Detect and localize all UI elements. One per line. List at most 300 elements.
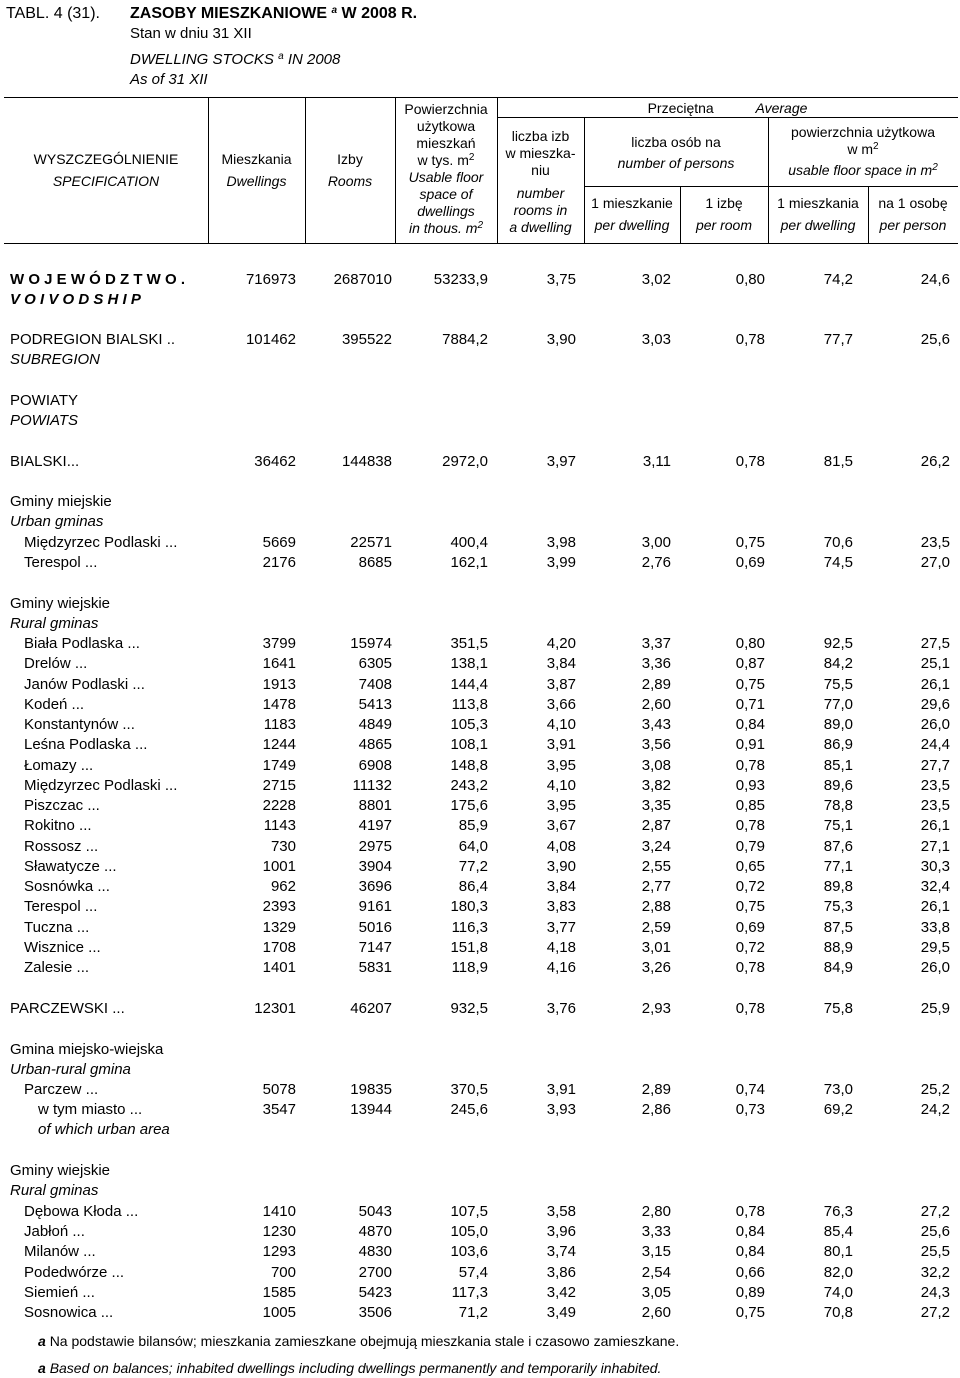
cell-floor-per-person: 23,5 bbox=[920, 797, 950, 814]
cell-floor-per-dwelling: 75,3 bbox=[823, 898, 853, 915]
cell-floor-per-dwelling: 70,6 bbox=[823, 534, 853, 551]
cell-persons-per-dwelling: 3,24 bbox=[641, 838, 671, 855]
cell-usable-area: 175,6 bbox=[450, 797, 488, 814]
cell-floor-per-person: 26,1 bbox=[920, 817, 950, 834]
cell-floor-per-person: 27,5 bbox=[920, 635, 950, 652]
row-label: Rossosz ... bbox=[24, 838, 99, 855]
cell-floor-per-dwelling: 78,8 bbox=[823, 797, 853, 814]
row-label: PODREGION BIALSKI .. bbox=[10, 331, 176, 348]
cell-rooms-per-dwelling: 3,96 bbox=[546, 1223, 576, 1240]
cell-usable-area: 71,2 bbox=[458, 1304, 488, 1321]
row-label: Drelów ... bbox=[24, 655, 88, 672]
cell-persons-per-room: 0,69 bbox=[735, 554, 765, 571]
cell-rooms-per-dwelling: 3,77 bbox=[546, 919, 576, 936]
cell-floor-per-person: 26,1 bbox=[920, 676, 950, 693]
cell-rooms: 4849 bbox=[358, 716, 392, 733]
cell-persons-per-dwelling: 3,33 bbox=[641, 1223, 671, 1240]
cell-floor-per-dwelling: 75,8 bbox=[823, 1000, 853, 1017]
cell-rooms: 46207 bbox=[350, 1000, 392, 1017]
cell-rooms: 11132 bbox=[352, 777, 392, 794]
cell-persons-per-room: 0,80 bbox=[735, 271, 765, 288]
cell-rooms-per-dwelling: 4,18 bbox=[546, 939, 576, 956]
cell-persons-per-dwelling: 3,43 bbox=[641, 716, 671, 733]
cell-dwellings: 962 bbox=[270, 878, 296, 895]
cell-persons-per-room: 0,78 bbox=[735, 817, 765, 834]
cell-persons-per-dwelling: 3,03 bbox=[641, 331, 671, 348]
row-label: Janów Podlaski ... bbox=[24, 676, 145, 693]
cell-rooms: 5413 bbox=[358, 696, 392, 713]
cell-floor-per-person: 23,5 bbox=[920, 534, 950, 551]
row-label: Parczew ... bbox=[24, 1081, 99, 1098]
cell-floor-per-person: 25,6 bbox=[920, 1223, 950, 1240]
cell-dwellings: 1410 bbox=[262, 1203, 296, 1220]
row-label: Milanów ... bbox=[24, 1243, 96, 1260]
cell-persons-per-dwelling: 2,59 bbox=[641, 919, 671, 936]
cell-floor-per-person: 27,2 bbox=[920, 1304, 950, 1321]
cell-usable-area: 85,9 bbox=[458, 817, 488, 834]
cell-usable-area: 180,3 bbox=[450, 898, 488, 915]
row-label: Sławatycze ... bbox=[24, 858, 117, 875]
cell-floor-per-dwelling: 92,5 bbox=[823, 635, 853, 652]
cell-usable-area: 7884,2 bbox=[442, 331, 488, 348]
cell-persons-per-dwelling: 3,05 bbox=[641, 1284, 671, 1301]
cell-floor-per-person: 29,6 bbox=[920, 696, 950, 713]
cell-floor-per-dwelling: 84,2 bbox=[823, 655, 853, 672]
cell-floor-per-dwelling: 75,1 bbox=[823, 817, 853, 834]
cell-usable-area: 117,3 bbox=[451, 1284, 488, 1301]
cell-usable-area: 105,3 bbox=[450, 716, 488, 733]
cell-rooms-per-dwelling: 3,90 bbox=[546, 331, 576, 348]
row-label-en: Rural gminas bbox=[10, 1182, 99, 1199]
cell-persons-per-dwelling: 3,15 bbox=[641, 1243, 671, 1260]
row-label: Kodeń ... bbox=[24, 696, 85, 713]
cell-floor-per-person: 25,6 bbox=[920, 331, 950, 348]
cell-usable-area: 77,2 bbox=[458, 858, 488, 875]
cell-rooms: 144838 bbox=[341, 453, 392, 470]
cell-rooms-per-dwelling: 3,84 bbox=[546, 878, 576, 895]
cell-floor-per-person: 29,5 bbox=[920, 939, 950, 956]
cell-rooms-per-dwelling: 4,10 bbox=[546, 716, 576, 733]
cell-dwellings: 1001 bbox=[262, 858, 296, 875]
cell-persons-per-dwelling: 2,76 bbox=[641, 554, 671, 571]
cell-rooms-per-dwelling: 3,42 bbox=[546, 1284, 576, 1301]
cell-persons-per-room: 0,78 bbox=[735, 453, 765, 470]
cell-usable-area: 57,4 bbox=[458, 1264, 488, 1281]
cell-rooms-per-dwelling: 3,58 bbox=[546, 1203, 576, 1220]
cell-dwellings: 2715 bbox=[262, 777, 296, 794]
cell-dwellings: 3799 bbox=[262, 635, 296, 652]
cell-dwellings: 1244 bbox=[262, 736, 296, 753]
cell-floor-per-dwelling: 77,7 bbox=[823, 331, 853, 348]
cell-rooms: 15974 bbox=[350, 635, 392, 652]
cell-persons-per-dwelling: 2,60 bbox=[641, 1304, 671, 1321]
cell-rooms-per-dwelling: 3,74 bbox=[546, 1243, 576, 1260]
cell-dwellings: 1183 bbox=[263, 716, 296, 733]
cell-usable-area: 107,5 bbox=[450, 1203, 488, 1220]
table-title-pl: ZASOBY MIESZKANIOWE $^a$ W 2008 R. bbox=[130, 5, 418, 22]
cell-floor-per-person: 27,1 bbox=[920, 838, 950, 855]
cell-dwellings: 700 bbox=[270, 1264, 296, 1281]
cell-usable-area: 118,9 bbox=[451, 959, 488, 976]
cell-floor-per-dwelling: 77,1 bbox=[823, 858, 853, 875]
cell-rooms: 2687010 bbox=[333, 271, 392, 288]
cell-persons-per-room: 0,93 bbox=[735, 777, 765, 794]
cell-persons-per-dwelling: 3,36 bbox=[641, 655, 671, 672]
cell-floor-per-person: 26,2 bbox=[920, 453, 950, 470]
cell-persons-per-dwelling: 2,80 bbox=[641, 1203, 671, 1220]
cell-rooms: 2700 bbox=[358, 1264, 392, 1281]
cell-usable-area: 351,5 bbox=[450, 635, 488, 652]
header-floor-space: powierzchnia użytkowa w $m^2$ usable floor space in $m^2$ bbox=[788, 124, 938, 178]
cell-persons-per-room: 0,78 bbox=[735, 757, 765, 774]
cell-dwellings: 716973 bbox=[245, 271, 296, 288]
cell-persons-per-room: 0,72 bbox=[735, 878, 765, 895]
row-label: Leśna Podlaska ... bbox=[24, 736, 148, 753]
cell-floor-per-dwelling: 74,5 bbox=[823, 554, 853, 571]
cell-persons-per-room: 0,89 bbox=[735, 1284, 765, 1301]
cell-usable-area: 105,0 bbox=[450, 1223, 488, 1240]
cell-persons-per-room: 0,71 bbox=[735, 696, 765, 713]
row-label: Terespol ... bbox=[24, 898, 98, 915]
row-label-en: SUBREGION bbox=[10, 351, 101, 368]
row-label: W O J E W Ó D Z T W O . bbox=[10, 271, 185, 288]
cell-rooms-per-dwelling: 3,91 bbox=[546, 736, 576, 753]
cell-rooms: 3904 bbox=[358, 858, 392, 875]
row-label: Międzyrzec Podlaski ... bbox=[24, 777, 178, 794]
cell-persons-per-room: 0,75 bbox=[735, 898, 765, 915]
cell-rooms: 7147 bbox=[358, 939, 392, 956]
cell-persons-per-dwelling: 2,60 bbox=[641, 696, 671, 713]
cell-rooms: 4865 bbox=[358, 736, 392, 753]
cell-dwellings: 3547 bbox=[262, 1101, 296, 1118]
cell-rooms-per-dwelling: 3,99 bbox=[546, 554, 576, 571]
cell-rooms: 5016 bbox=[358, 919, 392, 936]
cell-rooms-per-dwelling: 4,20 bbox=[546, 635, 576, 652]
cell-floor-per-dwelling: 89,6 bbox=[823, 777, 853, 794]
cell-usable-area: 400,4 bbox=[450, 534, 488, 551]
cell-rooms: 4870 bbox=[358, 1223, 392, 1240]
cell-rooms: 8685 bbox=[358, 554, 392, 571]
cell-rooms: 22571 bbox=[350, 534, 392, 551]
cell-rooms: 9161 bbox=[358, 898, 392, 915]
cell-persons-per-room: 0,65 bbox=[735, 858, 765, 875]
cell-floor-per-person: 24,4 bbox=[920, 736, 950, 753]
cell-rooms: 6908 bbox=[358, 757, 392, 774]
cell-usable-area: 243,2 bbox=[450, 777, 488, 794]
cell-rooms: 395522 bbox=[341, 331, 392, 348]
cell-persons-per-dwelling: 2,89 bbox=[641, 676, 671, 693]
cell-rooms: 4197 bbox=[358, 817, 392, 834]
cell-floor-per-person: 24,2 bbox=[920, 1101, 950, 1118]
cell-persons-per-dwelling: 3,56 bbox=[641, 736, 671, 753]
row-label-en: POWIATS bbox=[10, 412, 79, 429]
cell-usable-area: 162,1 bbox=[450, 554, 488, 571]
cell-persons-per-room: 0,74 bbox=[735, 1081, 765, 1098]
cell-persons-per-room: 0,78 bbox=[735, 1203, 765, 1220]
cell-dwellings: 1585 bbox=[262, 1284, 296, 1301]
header-persons-per-room: 1 izbę per room bbox=[695, 195, 753, 233]
cell-usable-area: 932,5 bbox=[450, 1000, 488, 1017]
cell-dwellings: 5669 bbox=[262, 534, 296, 551]
row-label: Rokitno ... bbox=[24, 817, 92, 834]
row-label: Gminy wiejskie bbox=[10, 1162, 111, 1179]
cell-persons-per-room: 0,73 bbox=[735, 1101, 765, 1118]
row-label: Siemień ... bbox=[24, 1284, 95, 1301]
cell-floor-per-person: 25,9 bbox=[920, 1000, 950, 1017]
cell-rooms-per-dwelling: 3,97 bbox=[546, 453, 576, 470]
cell-floor-per-dwelling: 73,0 bbox=[823, 1081, 853, 1098]
cell-persons-per-room: 0,87 bbox=[735, 655, 765, 672]
header-persons-per-dwelling: 1 mieszkanie per dwelling bbox=[591, 195, 673, 233]
cell-persons-per-dwelling: 3,01 bbox=[641, 939, 671, 956]
cell-dwellings: 1005 bbox=[262, 1304, 296, 1321]
table-date-pl: Stan w dniu 31 XII bbox=[130, 25, 252, 42]
cell-rooms-per-dwelling: 3,91 bbox=[546, 1081, 576, 1098]
cell-rooms-per-dwelling: 3,49 bbox=[546, 1304, 576, 1321]
cell-persons-per-dwelling: 2,54 bbox=[641, 1264, 671, 1281]
cell-rooms: 2975 bbox=[358, 838, 392, 855]
row-label-en: V O I V O D S H I P bbox=[10, 291, 141, 308]
header-floor-per-dwelling: 1 mieszkania per dwelling bbox=[777, 195, 859, 233]
cell-usable-area: 151,8 bbox=[450, 939, 488, 956]
cell-persons-per-room: 0,79 bbox=[735, 838, 765, 855]
cell-floor-per-dwelling: 77,0 bbox=[823, 696, 853, 713]
cell-persons-per-room: 0,66 bbox=[735, 1264, 765, 1281]
cell-rooms-per-dwelling: 3,95 bbox=[546, 797, 576, 814]
cell-floor-per-dwelling: 69,2 bbox=[823, 1101, 853, 1118]
header-bottom-rule bbox=[4, 243, 958, 244]
cell-rooms-per-dwelling: 3,90 bbox=[546, 858, 576, 875]
cell-dwellings: 2176 bbox=[262, 554, 296, 571]
cell-rooms: 4830 bbox=[358, 1243, 392, 1260]
cell-floor-per-dwelling: 80,1 bbox=[823, 1243, 853, 1260]
cell-usable-area: 53233,9 bbox=[433, 271, 488, 288]
cell-rooms-per-dwelling: 4,10 bbox=[546, 777, 576, 794]
cell-dwellings: 36462 bbox=[254, 453, 296, 470]
cell-rooms-per-dwelling: 4,16 bbox=[546, 959, 576, 976]
cell-floor-per-person: 25,2 bbox=[920, 1081, 950, 1098]
cell-floor-per-dwelling: 82,0 bbox=[823, 1264, 853, 1281]
cell-dwellings: 730 bbox=[270, 838, 296, 855]
cell-floor-per-person: 24,6 bbox=[920, 271, 950, 288]
cell-rooms-per-dwelling: 3,67 bbox=[546, 817, 576, 834]
cell-persons-per-dwelling: 3,02 bbox=[641, 271, 671, 288]
cell-floor-per-person: 25,5 bbox=[920, 1243, 950, 1260]
cell-floor-per-dwelling: 88,9 bbox=[823, 939, 853, 956]
cell-floor-per-person: 33,8 bbox=[920, 919, 950, 936]
cell-persons-per-room: 0,84 bbox=[735, 1243, 765, 1260]
table-title-en: DWELLING STOCKS $^a$ IN 2008 bbox=[130, 51, 341, 68]
cell-dwellings: 2393 bbox=[262, 898, 296, 915]
cell-usable-area: 116,3 bbox=[451, 919, 488, 936]
cell-floor-per-person: 24,3 bbox=[920, 1284, 950, 1301]
row-label: Sosnówka ... bbox=[24, 878, 110, 895]
cell-persons-per-dwelling: 2,55 bbox=[641, 858, 671, 875]
row-label: Biała Podlaska ... bbox=[24, 635, 140, 652]
cell-persons-per-dwelling: 2,87 bbox=[641, 817, 671, 834]
cell-persons-per-dwelling: 3,08 bbox=[641, 757, 671, 774]
row-label-en: of which urban area bbox=[38, 1121, 170, 1138]
cell-floor-per-dwelling: 74,0 bbox=[823, 1284, 853, 1301]
cell-floor-per-person: 27,7 bbox=[920, 757, 950, 774]
cell-dwellings: 101462 bbox=[245, 331, 296, 348]
cell-dwellings: 12301 bbox=[254, 1000, 296, 1017]
cell-floor-per-dwelling: 81,5 bbox=[823, 453, 853, 470]
cell-rooms: 5423 bbox=[358, 1284, 392, 1301]
row-label: w tym miasto ... bbox=[38, 1101, 143, 1118]
cell-rooms: 19835 bbox=[350, 1081, 392, 1098]
cell-rooms-per-dwelling: 3,95 bbox=[546, 757, 576, 774]
cell-persons-per-room: 0,78 bbox=[735, 1000, 765, 1017]
cell-floor-per-person: 27,0 bbox=[920, 554, 950, 571]
cell-rooms: 6305 bbox=[358, 655, 392, 672]
row-label: Piszczac ... bbox=[24, 797, 100, 814]
cell-rooms-per-dwelling: 3,93 bbox=[546, 1101, 576, 1118]
cell-persons-per-room: 0,78 bbox=[735, 959, 765, 976]
row-label: POWIATY bbox=[10, 392, 79, 409]
cell-floor-per-person: 23,5 bbox=[920, 777, 950, 794]
row-label-en: Urban-rural gmina bbox=[10, 1061, 131, 1078]
cell-usable-area: 144,4 bbox=[450, 676, 488, 693]
cell-persons-per-room: 0,72 bbox=[735, 939, 765, 956]
cell-floor-per-dwelling: 87,6 bbox=[823, 838, 853, 855]
cell-rooms-per-dwelling: 3,98 bbox=[546, 534, 576, 551]
cell-floor-per-dwelling: 84,9 bbox=[823, 959, 853, 976]
footnote-pl: a Na podstawie bilansów; mieszkania zamieszkane obejmują mieszkania stale i czasowo zamieszkane. bbox=[38, 1333, 680, 1349]
cell-persons-per-dwelling: 2,88 bbox=[641, 898, 671, 915]
average-rule bbox=[497, 117, 958, 118]
cell-persons-per-room: 0,84 bbox=[735, 716, 765, 733]
cell-floor-per-person: 26,0 bbox=[920, 716, 950, 733]
cell-persons-per-dwelling: 3,11 bbox=[642, 453, 671, 470]
cell-dwellings: 1478 bbox=[262, 696, 296, 713]
row-label-en: Rural gminas bbox=[10, 615, 99, 632]
cell-persons-per-dwelling: 2,77 bbox=[641, 878, 671, 895]
cell-persons-per-room: 0,69 bbox=[735, 919, 765, 936]
cell-dwellings: 1641 bbox=[262, 655, 296, 672]
row-label: Łomazy ... bbox=[24, 757, 94, 774]
cell-floor-per-dwelling: 70,8 bbox=[823, 1304, 853, 1321]
cell-usable-area: 2972,0 bbox=[442, 453, 488, 470]
persons-rule bbox=[584, 186, 768, 187]
row-label: Gmina miejsko-wiejska bbox=[10, 1041, 164, 1058]
cell-persons-per-room: 0,91 bbox=[735, 736, 765, 753]
cell-rooms-per-dwelling: 3,86 bbox=[546, 1264, 576, 1281]
cell-persons-per-dwelling: 3,00 bbox=[641, 534, 671, 551]
table-date-en: As of 31 XII bbox=[130, 71, 208, 88]
cell-persons-per-room: 0,75 bbox=[735, 534, 765, 551]
cell-dwellings: 2228 bbox=[262, 797, 296, 814]
header-floor-per-person: na 1 osobę per person bbox=[878, 195, 948, 233]
header-persons: liczba osób na number of persons bbox=[617, 134, 735, 171]
header-average: Przeciętna Average bbox=[647, 100, 808, 116]
cell-floor-per-dwelling: 76,3 bbox=[823, 1203, 853, 1220]
row-label: Zalesie ... bbox=[24, 959, 90, 976]
cell-persons-per-room: 0,75 bbox=[735, 676, 765, 693]
cell-dwellings: 1329 bbox=[262, 919, 296, 936]
row-label: BIALSKI... bbox=[10, 453, 80, 470]
table-number: TABL. 4 (31). bbox=[6, 5, 100, 22]
cell-floor-per-dwelling: 86,9 bbox=[823, 736, 853, 753]
cell-rooms-per-dwelling: 3,75 bbox=[546, 271, 576, 288]
cell-dwellings: 1401 bbox=[262, 959, 296, 976]
row-label: Wisznice ... bbox=[24, 939, 101, 956]
row-label: Tuczna ... bbox=[24, 919, 90, 936]
cell-persons-per-dwelling: 3,82 bbox=[641, 777, 671, 794]
cell-usable-area: 138,1 bbox=[450, 655, 488, 672]
row-label: Sosnowica ... bbox=[24, 1304, 114, 1321]
cell-persons-per-dwelling: 2,93 bbox=[641, 1000, 671, 1017]
cell-floor-per-dwelling: 89,8 bbox=[823, 878, 853, 895]
cell-dwellings: 1230 bbox=[262, 1223, 296, 1240]
cell-persons-per-dwelling: 3,37 bbox=[641, 635, 671, 652]
cell-usable-area: 103,6 bbox=[450, 1243, 488, 1260]
cell-rooms-per-dwelling: 3,84 bbox=[546, 655, 576, 672]
cell-rooms: 5043 bbox=[358, 1203, 392, 1220]
cell-dwellings: 1913 bbox=[262, 676, 296, 693]
cell-dwellings: 1708 bbox=[262, 939, 296, 956]
cell-rooms-per-dwelling: 3,87 bbox=[546, 676, 576, 693]
row-label: Terespol ... bbox=[24, 554, 98, 571]
cell-rooms: 5831 bbox=[358, 959, 392, 976]
cell-persons-per-room: 0,75 bbox=[735, 1304, 765, 1321]
cell-floor-per-person: 32,2 bbox=[920, 1264, 950, 1281]
cell-usable-area: 245,6 bbox=[450, 1101, 488, 1118]
header-usable-area: Powierzchnia użytkowa mieszkań w tys. $m^2$ Usable floor space of dwellings in thous. $m^2$ bbox=[404, 101, 488, 236]
cell-rooms: 3506 bbox=[358, 1304, 392, 1321]
row-label: Gminy wiejskie bbox=[10, 595, 111, 612]
cell-floor-per-dwelling: 85,4 bbox=[823, 1223, 853, 1240]
cell-floor-per-person: 27,2 bbox=[920, 1203, 950, 1220]
cell-rooms-per-dwelling: 4,08 bbox=[546, 838, 576, 855]
cell-floor-per-person: 26,1 bbox=[920, 898, 950, 915]
cell-persons-per-dwelling: 2,89 bbox=[641, 1081, 671, 1098]
cell-persons-per-room: 0,78 bbox=[735, 331, 765, 348]
cell-rooms-per-dwelling: 3,76 bbox=[546, 1000, 576, 1017]
row-label: PARCZEWSKI ... bbox=[10, 1000, 125, 1017]
header-dwellings: Mieszkania Dwellings bbox=[221, 151, 292, 189]
cell-usable-area: 108,1 bbox=[450, 736, 488, 753]
cell-usable-area: 148,8 bbox=[450, 757, 488, 774]
cell-persons-per-room: 0,80 bbox=[735, 635, 765, 652]
header-top-rule bbox=[4, 97, 958, 98]
cell-rooms-per-dwelling: 3,83 bbox=[546, 898, 576, 915]
row-label: Gminy miejskie bbox=[10, 493, 112, 510]
cell-persons-per-room: 0,85 bbox=[735, 797, 765, 814]
header-rooms-in-dwelling: liczba izb w mieszka- niu number rooms in a dwelling bbox=[505, 128, 576, 235]
header-rooms: Izby Rooms bbox=[327, 151, 373, 189]
footnote-en: a Based on balances; inhabited dwellings including dwellings permanently and temporarily inhabited. bbox=[38, 1360, 662, 1376]
cell-rooms: 3696 bbox=[358, 878, 392, 895]
header-specification: WYSZCZEGÓLNIENIE SPECIFICATION bbox=[33, 151, 179, 189]
cell-usable-area: 370,5 bbox=[450, 1081, 488, 1098]
cell-rooms-per-dwelling: 3,66 bbox=[546, 696, 576, 713]
cell-rooms: 7408 bbox=[358, 676, 392, 693]
cell-floor-per-person: 32,4 bbox=[920, 878, 950, 895]
row-label-en: Urban gminas bbox=[10, 513, 104, 530]
cell-floor-per-dwelling: 74,2 bbox=[823, 271, 853, 288]
cell-dwellings: 1293 bbox=[262, 1243, 296, 1260]
cell-usable-area: 113,8 bbox=[451, 696, 488, 713]
cell-floor-per-person: 25,1 bbox=[920, 655, 950, 672]
cell-persons-per-room: 0,84 bbox=[735, 1223, 765, 1240]
row-label: Podedwórze ... bbox=[24, 1264, 125, 1281]
row-label: Konstantynów ... bbox=[24, 716, 135, 733]
cell-persons-per-dwelling: 3,26 bbox=[641, 959, 671, 976]
row-label: Jabłoń ... bbox=[24, 1223, 85, 1240]
row-label: Dębowa Kłoda ... bbox=[24, 1203, 139, 1220]
cell-floor-per-person: 26,0 bbox=[920, 959, 950, 976]
